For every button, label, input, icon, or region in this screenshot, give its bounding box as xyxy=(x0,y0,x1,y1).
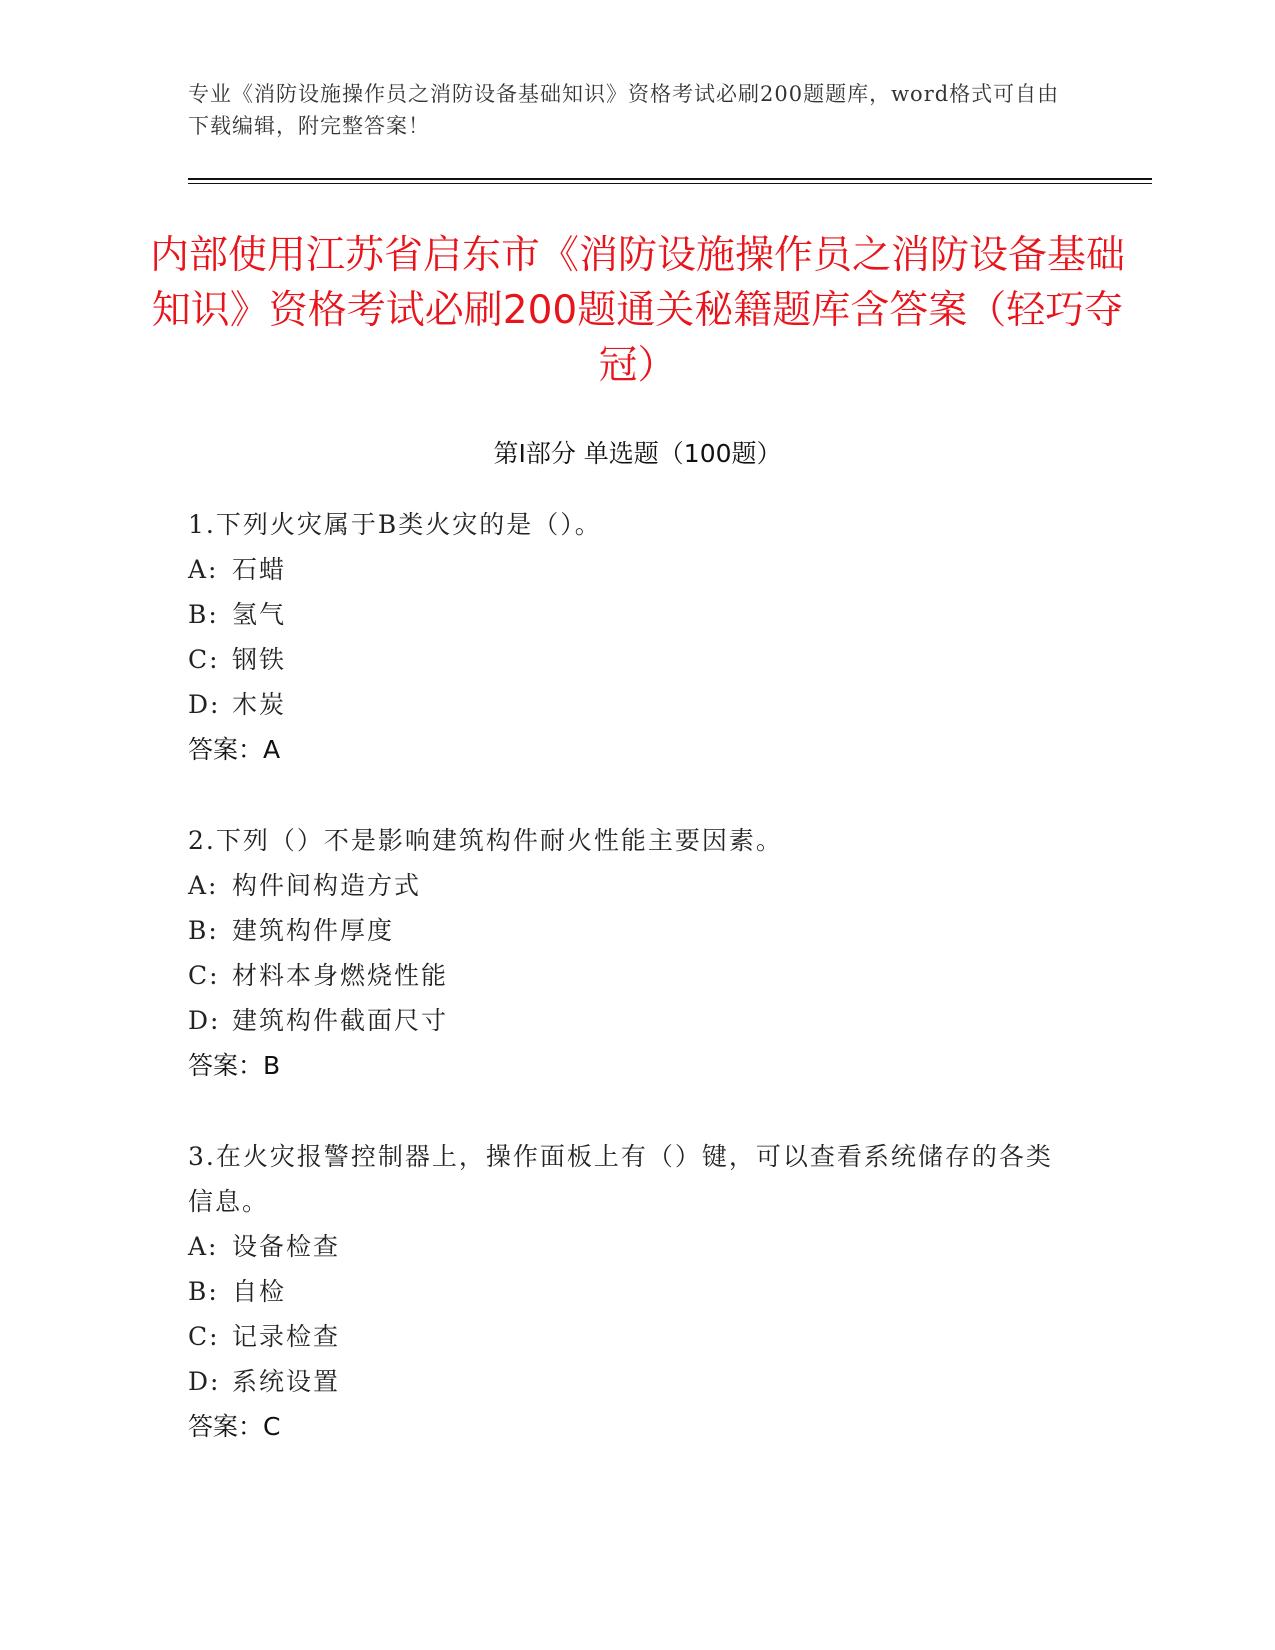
answer-line: 答案：A xyxy=(188,735,281,764)
document-title: 内部使用江苏省启东市《消防设施操作员之消防设备基础知识》资格考试必刷200题通关秘籍题库含答案（轻巧夺冠） xyxy=(150,233,1126,388)
option-b xyxy=(188,908,1068,953)
option-d xyxy=(188,682,1068,727)
option-d xyxy=(188,1359,1068,1404)
section-title: 第Ⅰ部分 单选题（100题） xyxy=(493,439,782,468)
option-text: 材料本身燃烧性能 xyxy=(232,961,449,990)
option-key: D: xyxy=(188,1006,221,1035)
option-a xyxy=(188,1224,1068,1269)
question-2 xyxy=(188,818,1068,1088)
header-divider-thin xyxy=(188,183,1152,184)
option-text: 氢气 xyxy=(232,600,287,629)
question-stem: 3.在火灾报警控制器上，操作面板上有（）键，可以查看系统储存的各类信息。 xyxy=(188,1142,1053,1216)
option-text: 设备检查 xyxy=(232,1232,341,1261)
option-c xyxy=(188,637,1068,682)
option-key: C: xyxy=(188,645,220,674)
option-key: B: xyxy=(188,1277,219,1306)
header-divider-thick xyxy=(188,178,1152,180)
option-text: 石蜡 xyxy=(232,555,287,584)
option-text: 建筑构件截面尺寸 xyxy=(232,1006,449,1035)
option-c xyxy=(188,953,1068,998)
option-text: 钢铁 xyxy=(232,645,287,674)
option-a xyxy=(188,547,1068,592)
answer-line: 答案：B xyxy=(188,1051,281,1080)
option-c xyxy=(188,1314,1068,1359)
option-key: D: xyxy=(188,690,221,719)
question-3 xyxy=(188,1134,1068,1449)
option-key: C: xyxy=(188,1322,220,1351)
option-key: A: xyxy=(188,871,219,900)
option-a xyxy=(188,863,1068,908)
question-stem: 1.下列火灾属于B类火灾的是（）。 xyxy=(188,510,602,539)
option-key: A: xyxy=(188,555,219,584)
option-text: 自检 xyxy=(232,1277,287,1306)
option-text: 构件间构造方式 xyxy=(232,871,422,900)
option-key: B: xyxy=(188,916,219,945)
question-stem: 2.下列（）不是影响建筑构件耐火性能主要因素。 xyxy=(188,826,783,855)
option-d xyxy=(188,998,1068,1043)
option-b xyxy=(188,592,1068,637)
option-key: A: xyxy=(188,1232,219,1261)
option-text: 木炭 xyxy=(232,690,287,719)
header-note: 专业《消防设施操作员之消防设备基础知识》资格考试必刷200题题库，word格式可自由下载编辑，附完整答案！ xyxy=(188,82,1060,138)
option-b xyxy=(188,1269,1068,1314)
question-1 xyxy=(188,502,1068,772)
answer-line: 答案：C xyxy=(188,1412,281,1441)
option-key: C: xyxy=(188,961,220,990)
option-text: 系统设置 xyxy=(232,1367,341,1396)
option-key: D: xyxy=(188,1367,221,1396)
option-key: B: xyxy=(188,600,219,629)
option-text: 记录检查 xyxy=(232,1322,341,1351)
option-text: 建筑构件厚度 xyxy=(232,916,395,945)
